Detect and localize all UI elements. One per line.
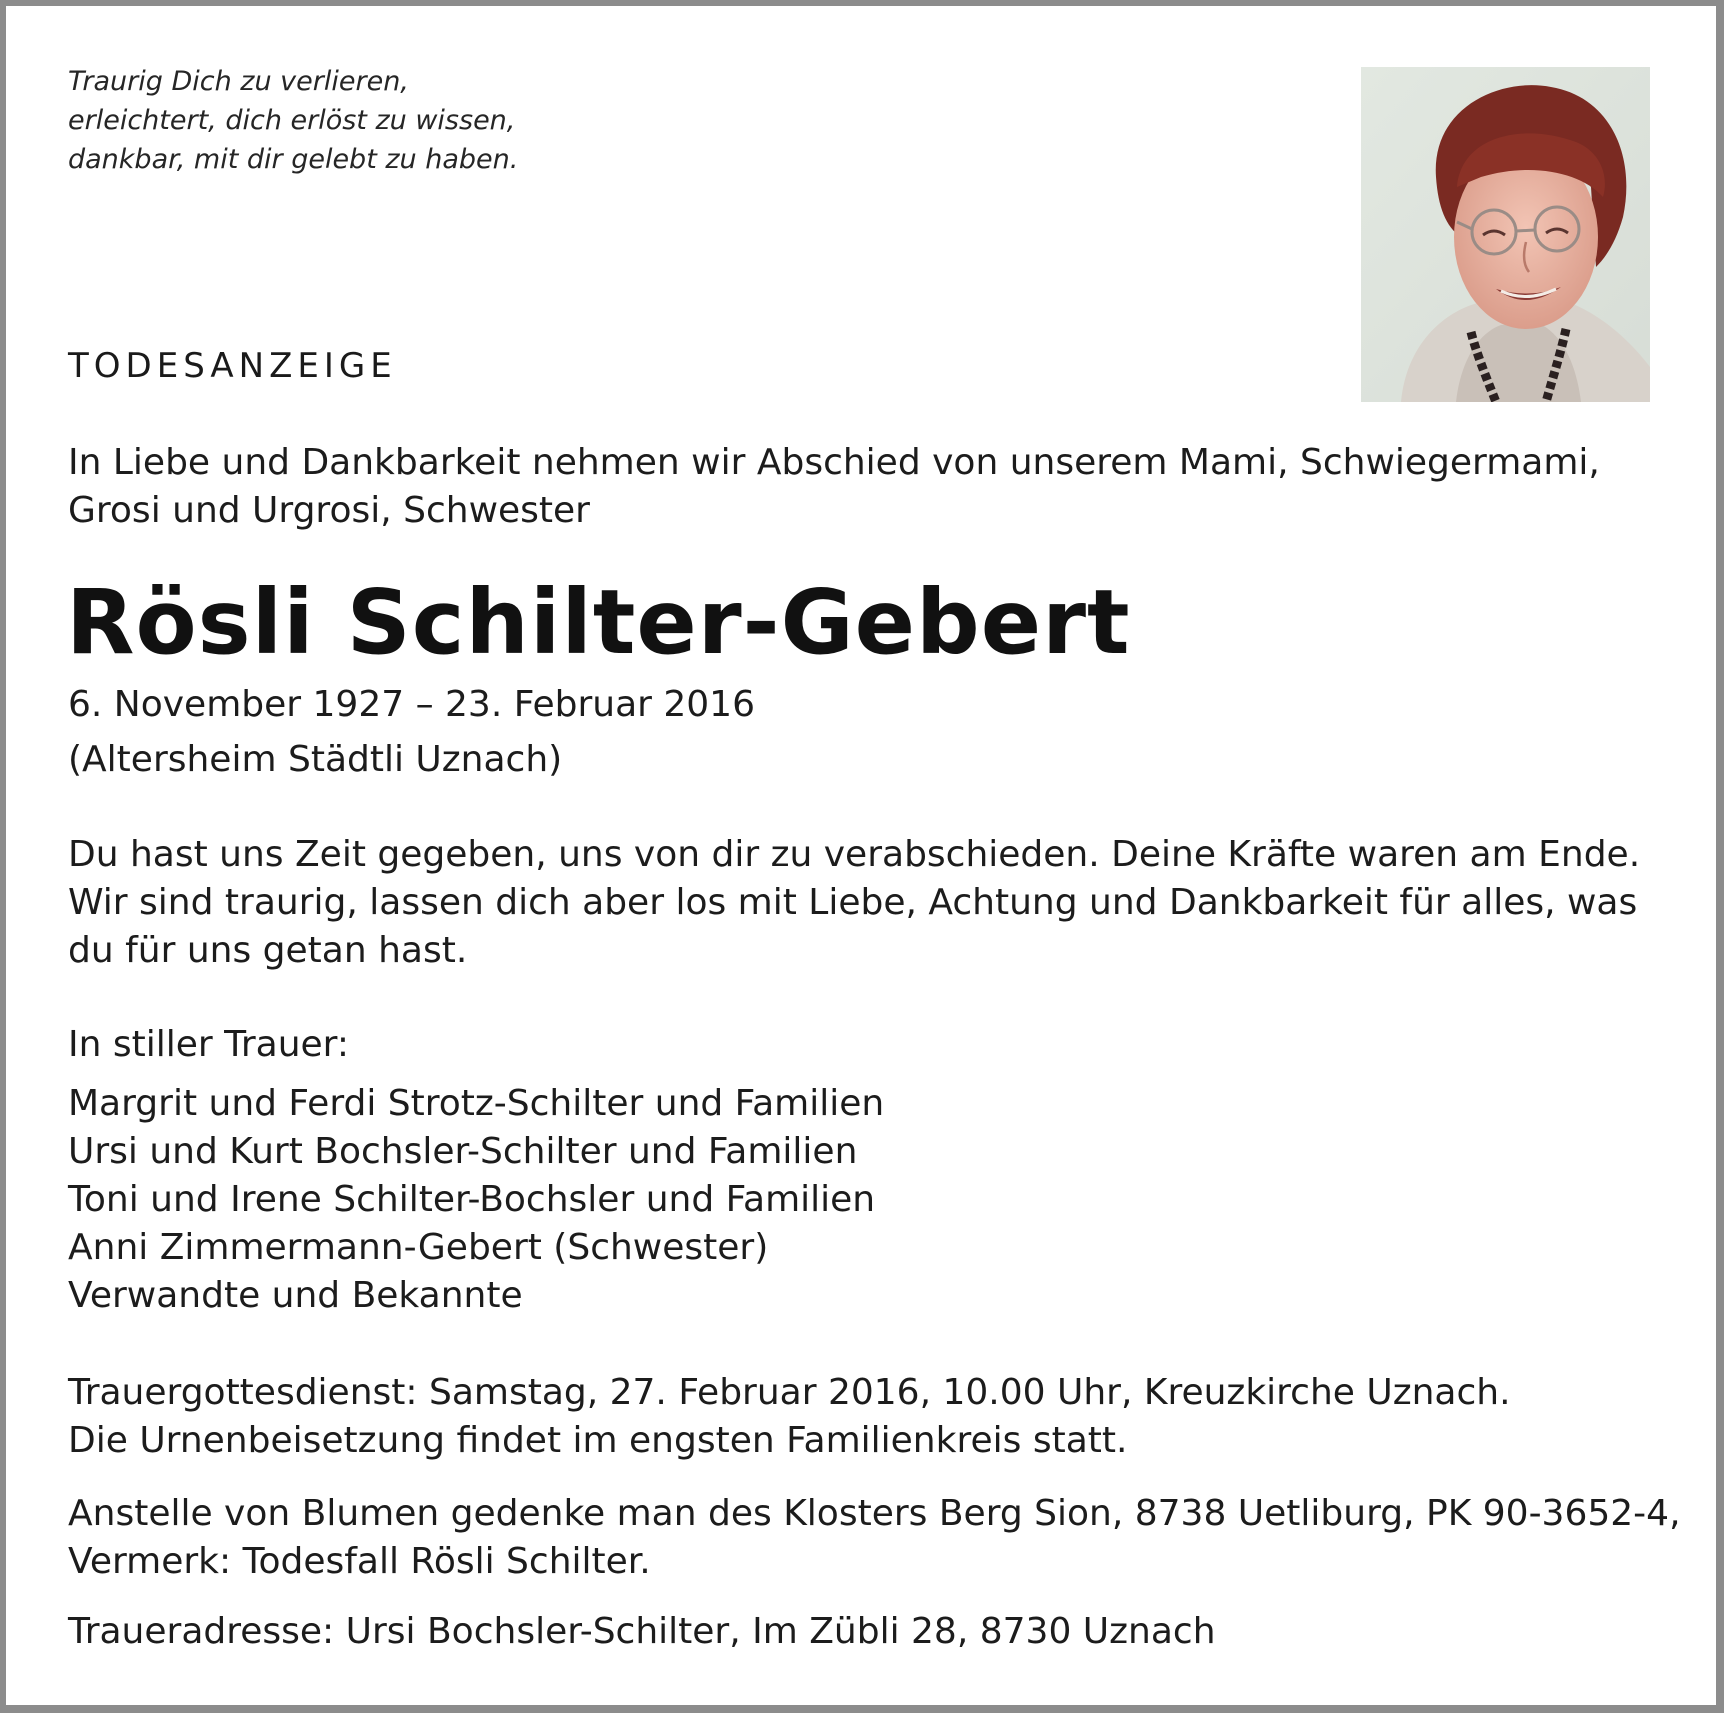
donation-line: Anstelle von Blumen gedenke man des Klosters Berg Sion, 8738 Uetliburg, PK 90-3652-4, xyxy=(68,1493,1681,1534)
motto-line: erleichtert, dich erlöst zu wissen, xyxy=(68,105,516,136)
farewell-line: Du hast uns Zeit gegeben, uns von dir zu verabschieden. Deine Kräfte waren am Ende. xyxy=(68,834,1641,875)
donation-info xyxy=(68,1490,1681,1586)
funeral-service-info xyxy=(68,1369,1511,1465)
farewell-text xyxy=(68,831,1640,975)
motto-line: dankbar, mit dir gelebt zu haben. xyxy=(68,144,519,175)
donation-line: Vermerk: Todesfall Rösli Schilter. xyxy=(68,1541,651,1582)
portrait-photo xyxy=(1361,67,1650,402)
mourning-address: Traueradresse: Ursi Bochsler-Schilter, Im Zübli 28, 8730 Uznach xyxy=(68,1611,1216,1652)
intro-line: Grosi und Urgrosi, Schwester xyxy=(68,490,590,531)
farewell-line: Wir sind traurig, lassen dich aber los mit Liebe, Achtung und Dankbarkeit für alles, was xyxy=(68,882,1638,923)
service-line: Trauergottesdienst: Samstag, 27. Februar 2016, 10.00 Uhr, Kreuzkirche Uznach. xyxy=(68,1372,1511,1413)
motto-line: Traurig Dich zu verlieren, xyxy=(68,66,409,97)
mourner-entry: Verwandte und Bekannte xyxy=(68,1275,523,1316)
life-dates: 6. November 1927 – 23. Februar 2016 xyxy=(68,684,755,725)
mourner-entry: Margrit und Ferdi Strotz-Schilter und Familien xyxy=(68,1083,885,1124)
mourner-entry: Anni Zimmermann-Gebert (Schwester) xyxy=(68,1227,769,1268)
intro-text xyxy=(68,439,1658,535)
service-line: Die Urnenbeisetzung findet im engsten Familienkreis statt. xyxy=(68,1420,1128,1461)
intro-line: In Liebe und Dankbarkeit nehmen wir Abschied von unserem Mami, Schwiegermami, xyxy=(68,442,1600,483)
farewell-line: du für uns getan hast. xyxy=(68,930,468,971)
mourning-label: In stiller Trauer: xyxy=(68,1024,349,1065)
motto-poem xyxy=(68,62,518,179)
mourners-list xyxy=(68,1080,884,1320)
deceased-name: Rösli Schilter-Gebert xyxy=(66,570,1131,674)
mourner-entry: Toni und Irene Schilter-Bochsler und Familien xyxy=(68,1179,876,1220)
residence: (Altersheim Städtli Uznach) xyxy=(68,739,563,780)
announcement-heading: TODESANZEIGE xyxy=(68,346,397,386)
mourner-entry: Ursi und Kurt Bochsler-Schilter und Familien xyxy=(68,1131,858,1172)
